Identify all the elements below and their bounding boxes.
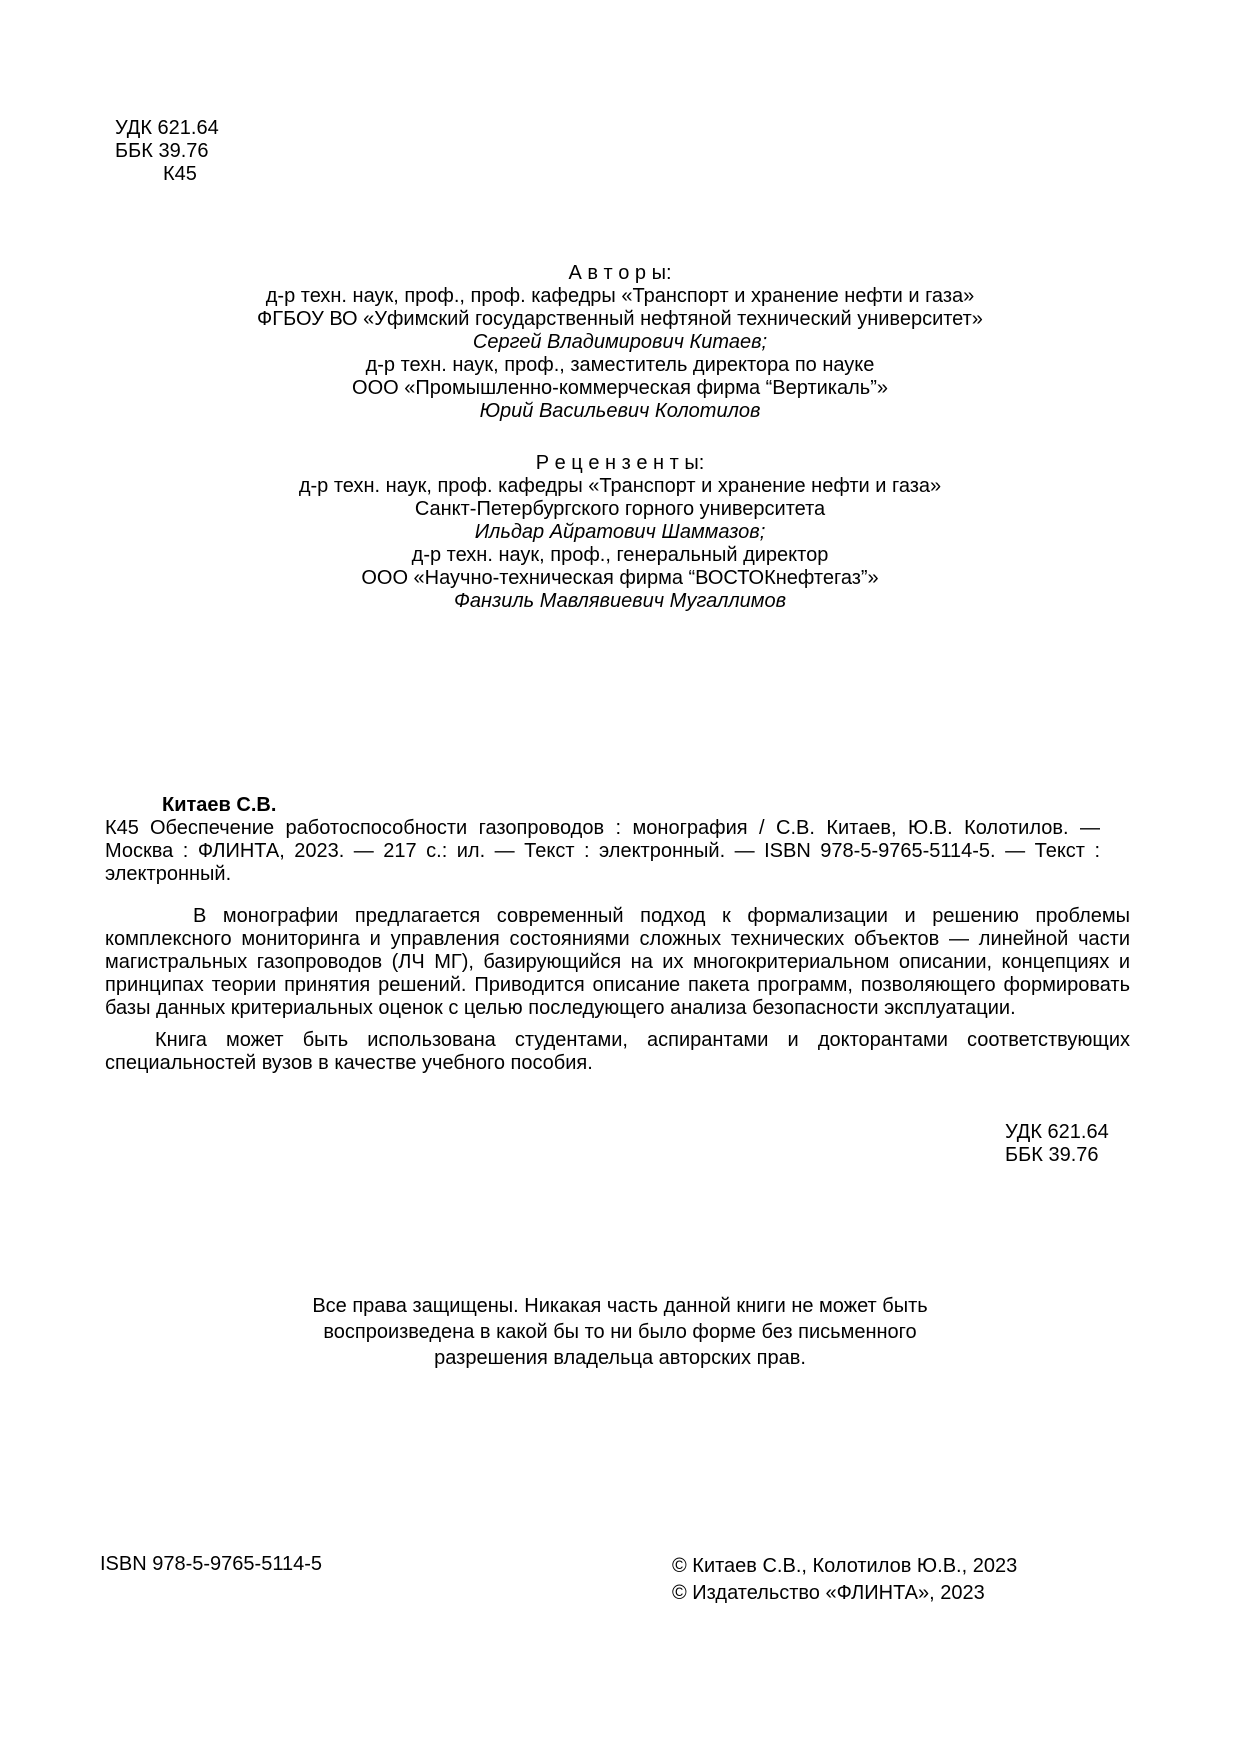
- author-name: Юрий Васильевич Колотилов: [479, 400, 761, 422]
- reviewers-heading: Р е ц е н з е н т ы:: [535, 452, 705, 474]
- classification-codes-top: [115, 117, 219, 186]
- copyright-authors-line: © Китаев С.В., Колотилов Ю.В., 2023: [672, 1555, 1018, 1577]
- bibliographic-record: [105, 794, 1137, 886]
- reviewer-affiliation-line: Санкт-Петербургского горного университета: [414, 498, 826, 520]
- authors-section: [105, 262, 1135, 423]
- bbk-code: ББК 39.76: [1005, 1144, 1099, 1166]
- author-credentials-line: д-р техн. наук, проф., проф. кафедры «Транспорт и хранение нефти и газа»: [265, 285, 975, 307]
- reviewers-section: [105, 452, 1135, 613]
- udk-code: УДК 621.64: [115, 117, 219, 139]
- reviewer-name: Ильдар Айратович Шаммазов;: [474, 521, 766, 543]
- rights-line: Все права защищены. Никакая часть данной книги не может быть: [312, 1295, 928, 1317]
- author-name: Сергей Владимирович Китаев;: [472, 331, 768, 353]
- bbk-code: ББК 39.76: [115, 140, 209, 162]
- annotation-section: [105, 905, 1130, 1075]
- reviewer-credentials-line: д-р техн. наук, проф., генеральный директор: [411, 544, 829, 566]
- udk-code: УДК 621.64: [1005, 1121, 1109, 1143]
- book-index-code: К45: [163, 163, 197, 185]
- annotation-paragraph: Книга может быть использована студентами, аспирантами и докторантами соответствующих специальностей вузов в качестве учебного пособия.: [105, 1029, 1130, 1074]
- biblio-author-name: Китаев С.В.: [162, 794, 277, 816]
- author-affiliation-line: ФГБОУ ВО «Уфимский государственный нефтяной технический университет»: [257, 308, 983, 330]
- authors-heading: А в т о р ы:: [568, 262, 672, 284]
- reviewer-credentials-line: д-р техн. наук, проф. кафедры «Транспорт и хранение нефти и газа»: [298, 475, 942, 497]
- copyright-block: [672, 1553, 1017, 1607]
- annotation-paragraph: В монографии предлагается современный подход к формализации и решению проблемы комплексного мониторинга и управления состояниями сложных технических объектов — линейной части магистральных газопроводов (ЛЧ МГ), базирующийся на их многокритериальном описании, концепциях и принципах теории принятия решений. Приводится описание пакета программ, позволяющего формировать базы данных критериальных оценок с целью последующего анализа безопасности эксплуатации.: [105, 905, 1130, 1019]
- rights-line: разрешения владельца авторских прав.: [434, 1347, 806, 1369]
- rights-notice: [105, 1293, 1135, 1371]
- copyright-publisher-line: © Издательство «ФЛИНТА», 2023: [672, 1582, 985, 1604]
- biblio-index-code: К45: [105, 817, 139, 839]
- biblio-description: Обеспечение работоспособности газопроводов : монография / С.В. Китаев, Ю.В. Колотилов. — Москва : ФЛИНТА, 2023. — 217 с.: ил. — Текст : электронный. — ISBN 978-5-9765-5114-5. — Текст : электронный.: [105, 817, 1100, 885]
- author-credentials-line: д-р техн. наук, проф., заместитель директора по науке: [365, 354, 875, 376]
- isbn-number: ISBN 978-5-9765-5114-5: [100, 1553, 322, 1575]
- rights-line: воспроизведена в какой бы то ни было форме без письменного: [323, 1321, 917, 1343]
- reviewer-affiliation-line: ООО «Научно-техническая фирма “ВОСТОКнефтегаз”»: [361, 567, 879, 589]
- author-affiliation-line: ООО «Промышленно-коммерческая фирма “Вертикаль”»: [352, 377, 888, 399]
- reviewer-name: Фанзиль Мавлявиевич Мугаллимов: [453, 590, 787, 612]
- classification-codes-bottom: [1005, 1121, 1109, 1167]
